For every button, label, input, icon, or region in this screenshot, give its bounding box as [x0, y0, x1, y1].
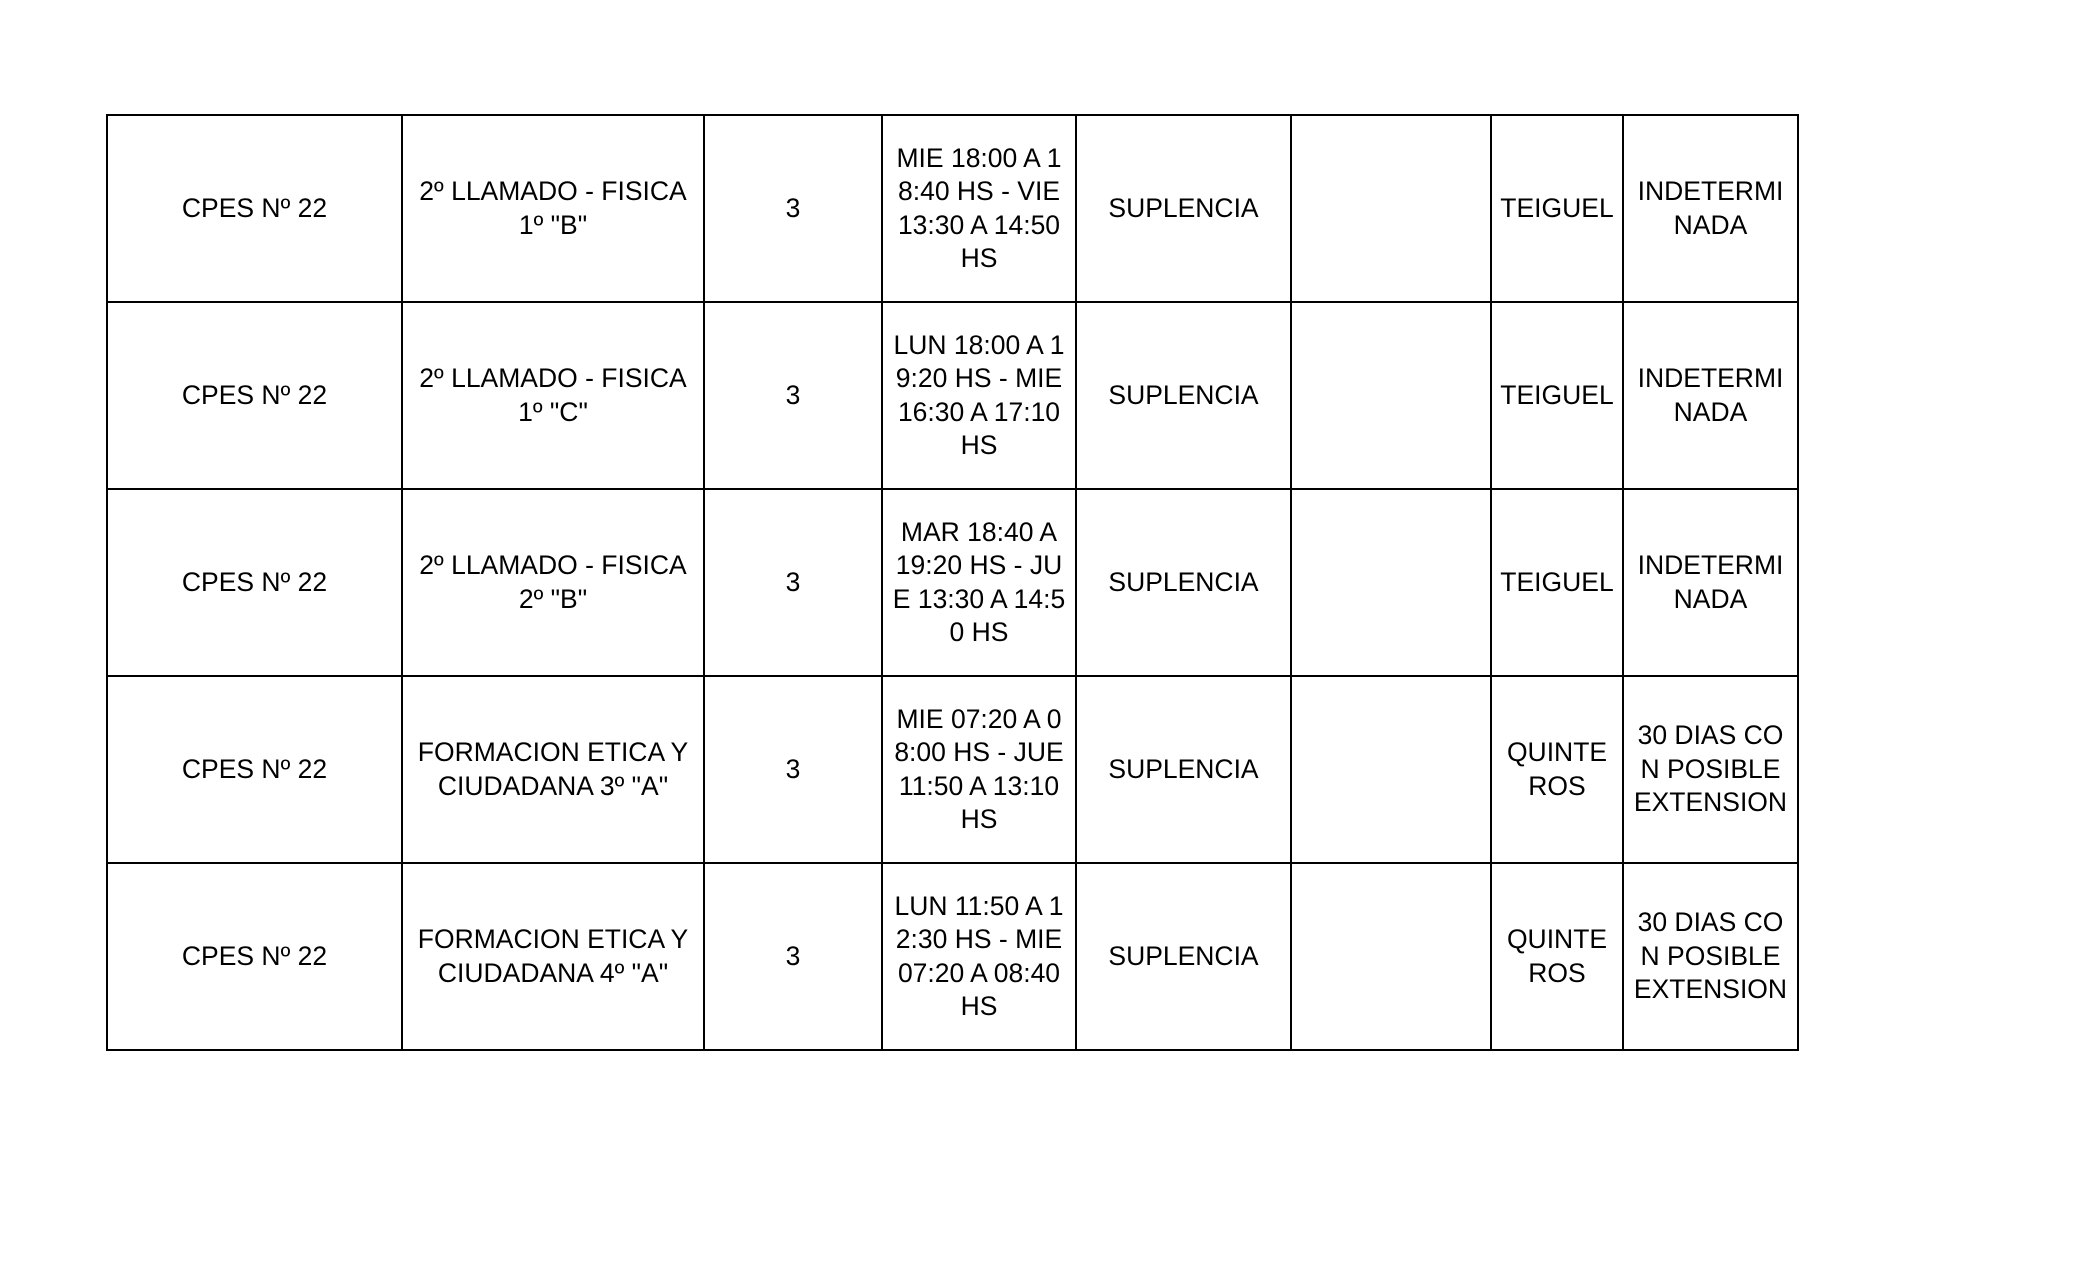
cell-situacion: SUPLENCIA	[1076, 115, 1291, 302]
cell-empty	[1291, 489, 1491, 676]
cell-cargo: 2º LLAMADO - FISICA 1º "C"	[402, 302, 704, 489]
cell-horas: 3	[704, 676, 882, 863]
cell-docente: QUINTEROS	[1491, 863, 1623, 1050]
cell-empty	[1291, 302, 1491, 489]
cell-escuela: CPES Nº 22	[107, 489, 402, 676]
cell-cargo: 2º LLAMADO - FISICA 1º "B"	[402, 115, 704, 302]
cell-docente: QUINTEROS	[1491, 676, 1623, 863]
cell-duracion: 30 DIAS CON POSIBLE EXTENSION	[1623, 863, 1798, 1050]
cell-horas: 3	[704, 115, 882, 302]
cell-duracion: INDETERMINADA	[1623, 115, 1798, 302]
cell-situacion: SUPLENCIA	[1076, 863, 1291, 1050]
vacancy-table	[106, 114, 1799, 1051]
cell-horario: LUN 11:50 A 12:30 HS - MIE 07:20 A 08:40 HS	[882, 863, 1076, 1050]
cell-situacion: SUPLENCIA	[1076, 676, 1291, 863]
cell-situacion: SUPLENCIA	[1076, 489, 1291, 676]
cell-empty	[1291, 863, 1491, 1050]
cell-escuela: CPES Nº 22	[107, 115, 402, 302]
table-row	[107, 489, 1798, 676]
table-row	[107, 863, 1798, 1050]
cell-escuela: CPES Nº 22	[107, 863, 402, 1050]
cell-situacion: SUPLENCIA	[1076, 302, 1291, 489]
table-row	[107, 302, 1798, 489]
cell-cargo: FORMACION ETICA Y CIUDADANA 4º "A"	[402, 863, 704, 1050]
cell-duracion: 30 DIAS CON POSIBLE EXTENSION	[1623, 676, 1798, 863]
cell-duracion: INDETERMINADA	[1623, 302, 1798, 489]
cell-horas: 3	[704, 489, 882, 676]
cell-escuela: CPES Nº 22	[107, 676, 402, 863]
cell-empty	[1291, 115, 1491, 302]
cell-docente: TEIGUEL	[1491, 115, 1623, 302]
cell-horario: MAR 18:40 A 19:20 HS - JUE 13:30 A 14:50 HS	[882, 489, 1076, 676]
cell-duracion: INDETERMINADA	[1623, 489, 1798, 676]
cell-empty	[1291, 676, 1491, 863]
cell-cargo: 2º LLAMADO - FISICA 2º "B"	[402, 489, 704, 676]
cell-horario: LUN 18:00 A 19:20 HS - MIE 16:30 A 17:10 HS	[882, 302, 1076, 489]
cell-escuela: CPES Nº 22	[107, 302, 402, 489]
cell-docente: TEIGUEL	[1491, 489, 1623, 676]
table-row	[107, 676, 1798, 863]
cell-cargo: FORMACION ETICA Y CIUDADANA 3º "A"	[402, 676, 704, 863]
cell-horas: 3	[704, 302, 882, 489]
cell-horas: 3	[704, 863, 882, 1050]
cell-horario: MIE 07:20 A 08:00 HS - JUE 11:50 A 13:10 HS	[882, 676, 1076, 863]
table-row	[107, 115, 1798, 302]
cell-horario: MIE 18:00 A 18:40 HS - VIE 13:30 A 14:50 HS	[882, 115, 1076, 302]
cell-docente: TEIGUEL	[1491, 302, 1623, 489]
